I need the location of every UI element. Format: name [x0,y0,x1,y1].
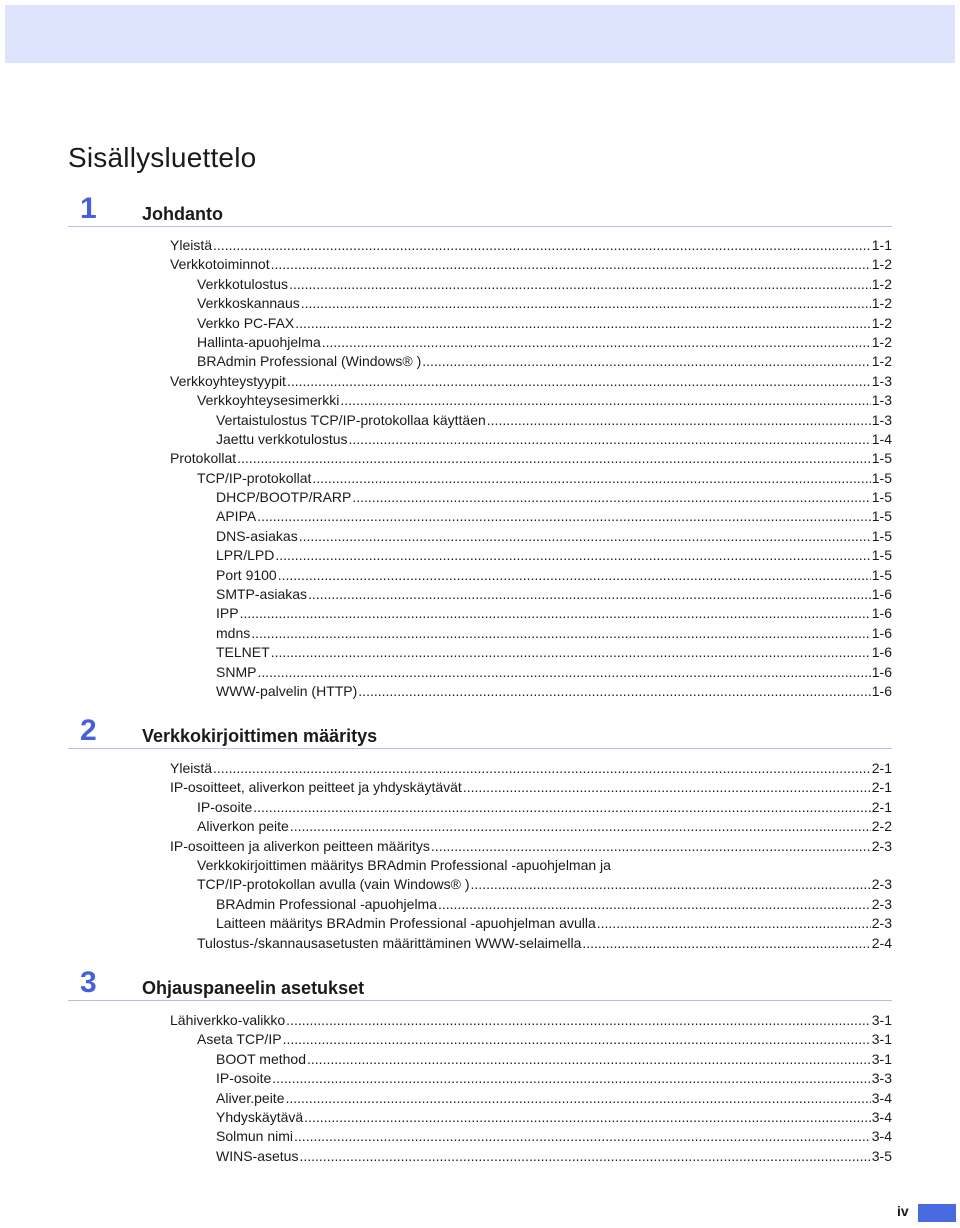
toc-entry[interactable]: Aseta TCP/IP ..... 3-1 [0,1030,892,1049]
chapter-number: 3 [80,966,97,999]
toc-entry[interactable]: Port 9100 ..... 1-5 [0,566,892,585]
toc-page-number: 1-3 [871,392,892,409]
toc-entry[interactable]: IP-osoitteen ja aliverkon peitteen määritys ..... 2-3 [0,837,892,856]
dot-leader [283,1030,871,1049]
toc-entry[interactable]: Tulostus-/skannausasetusten määrittäminen WWW-selaimella ..... 2-4 [0,934,892,953]
toc-entry[interactable]: IP-osoite ..... 2-1 [0,798,892,817]
toc-entry[interactable]: Yleistä ..... 2-1 [0,759,892,778]
toc-entry[interactable]: Jaettu verkkotulostus ..... 1-4 [0,430,892,449]
toc-page-number: 3-4 [871,1108,892,1125]
toc-page-number: 2-3 [871,837,892,854]
dot-leader [251,624,871,643]
toc-page-number: 3-1 [871,1031,892,1048]
dot-leader [275,546,870,565]
dot-leader [352,488,870,507]
dot-leader [271,255,871,274]
toc-entry[interactable]: APIPA ..... 1-5 [0,507,892,526]
toc-page-number: 1-3 [871,411,892,428]
toc-page-number: 1-5 [871,547,892,564]
toc-entry[interactable]: Verkkotoiminnot ..... 1-2 [0,255,892,274]
toc-page-number: 1-6 [871,644,892,661]
dot-leader [349,430,871,449]
dot-leader [358,682,870,701]
toc-entry[interactable]: DHCP/BOOTP/RARP ..... 1-5 [0,488,892,507]
toc-list-chapter-2 [0,759,892,953]
toc-page-number: 3-1 [871,1012,892,1028]
toc-page-number: 2-2 [871,818,892,835]
toc-entry[interactable]: mdns ..... 1-6 [0,624,892,643]
toc-page-number: 1-5 [871,489,892,506]
top-band [5,5,955,63]
toc-entry[interactable]: TCP/IP-protokollan avulla (vain Windows® ) ..... 2-3 [0,875,892,894]
dot-leader [438,895,871,914]
toc-list-chapter-3 [0,1011,892,1166]
dot-leader [286,1011,871,1030]
toc-entry[interactable]: DNS-asiakas ..... 1-5 [0,527,892,546]
toc-entry[interactable]: LPR/LPD ..... 1-5 [0,546,892,565]
toc-entry[interactable]: SMTP-asiakas ..... 1-6 [0,585,892,604]
dot-leader [237,449,871,468]
toc-entry[interactable]: Verkkoskannaus ..... 1-2 [0,294,892,313]
toc-page-number: 1-2 [871,353,892,370]
toc-entry[interactable]: Yleistä ..... 1-1 [0,236,892,255]
toc-page-number: 1-2 [871,275,892,292]
toc-page-number: 1-6 [871,605,892,622]
toc-entry[interactable]: TELNET ..... 1-6 [0,643,892,662]
chapter-number: 1 [80,192,97,225]
dot-leader [463,778,871,797]
toc-entry[interactable]: Lähiverkko-valikko ..... 3-1 [0,1011,892,1030]
toc-page-number: 2-3 [871,895,892,912]
toc-entry[interactable]: Vertaistulostus TCP/IP-protokollaa käyttäen ..... 1-3 [0,411,892,430]
dot-leader [422,352,870,371]
dot-leader [307,1050,871,1069]
toc-page-number: 2-1 [871,779,892,796]
toc-page-number: 1-5 [871,566,892,583]
dot-leader [278,566,871,585]
dot-leader [257,663,870,682]
toc-entry[interactable]: WWW-palvelin (HTTP) ..... 1-6 [0,682,892,701]
toc-page-number: 1-6 [871,682,892,699]
toc-entry[interactable]: BRAdmin Professional -apuohjelma ..... 2-3 [0,895,892,914]
chapter-title: Verkkokirjoittimen määritys [142,726,378,746]
dot-leader [299,527,871,546]
toc-page-number: 1-6 [871,663,892,680]
toc-page-number: 1-6 [871,624,892,641]
toc-entry[interactable]: WINS-asetus ..... 3-5 [0,1147,892,1166]
toc-list-chapter-1 [0,236,892,701]
toc-entry[interactable]: TCP/IP-protokollat ..... 1-5 [0,469,892,488]
toc-page-number: 1-5 [871,527,892,544]
toc-entry[interactable]: IPP ..... 1-6 [0,604,892,623]
chapter-number: 2 [80,714,97,747]
toc-page-number: 3-4 [871,1128,892,1145]
chapter-heading [68,190,892,227]
toc-page-number: 1-6 [871,586,892,603]
dot-leader [299,1147,870,1166]
toc-entry[interactable]: IP-osoite ..... 3-3 [0,1069,892,1088]
toc-entry[interactable]: Aliver.peite ..... 3-4 [0,1089,892,1108]
page-number: iv [897,1203,909,1219]
toc-page-number: 2-4 [871,934,892,951]
dot-leader [301,294,871,313]
dot-leader [304,1108,871,1127]
dot-leader [213,236,871,255]
dot-leader [294,1127,871,1146]
toc-page-number: 1-2 [871,256,892,273]
dot-leader [308,585,871,604]
toc-page-number: 2-3 [871,915,892,932]
toc-page-number: 1-5 [871,508,892,525]
toc-page-number: 2-3 [871,876,892,893]
dot-leader [257,507,871,526]
toc-entry[interactable]: Verkko PC-FAX ..... 1-2 [0,314,892,333]
dot-leader [322,333,871,352]
toc-entry[interactable]: IP-osoitteet, aliverkon peitteet ja yhdyskäytävät ..... 2-1 [0,778,892,797]
toc-entry[interactable]: BRAdmin Professional (Windows® ) ..... 1-2 [0,352,892,371]
dot-leader [431,837,871,856]
toc-page-number: 1-2 [871,295,892,312]
toc-entry[interactable]: SNMP ..... 1-6 [0,663,892,682]
dot-leader [487,411,871,430]
dot-leader [312,469,870,488]
toc-page-number: 3-5 [871,1147,892,1164]
dot-leader [253,798,871,817]
chapter-heading [68,712,892,749]
dot-leader [271,643,871,662]
toc-entry[interactable]: Verkkotulostus ..... 1-2 [0,275,892,294]
toc-entry-first-line[interactable]: Verkkokirjoittimen määritys BRAdmin Professional -apuohjelman ja [197,856,611,873]
chapter-title: Ohjauspaneelin asetukset [142,978,365,998]
toc-entry[interactable]: BOOT method ..... 3-1 [0,1050,892,1069]
dot-leader [295,314,871,333]
dot-leader [287,372,871,391]
toc-page-number: 1-2 [871,314,892,331]
toc-entry[interactable]: Solmun nimi ..... 3-4 [0,1127,892,1146]
toc-page-number: 1-2 [871,333,892,350]
toc-entry[interactable]: Laitteen määritys BRAdmin Professional -apuohjelman avulla ..... 2-3 [0,914,892,933]
dot-leader [272,1069,871,1088]
toc-page-number: 1-3 [871,372,892,389]
dot-leader [213,759,871,778]
toc-entry[interactable]: Verkkoyhteysesimerkki ..... 1-3 [0,391,892,410]
toc-page-number: 3-4 [871,1089,892,1106]
footer-tab [918,1204,956,1222]
toc-entry[interactable]: Aliverkon peite ..... 2-2 [0,817,892,836]
dot-leader [471,875,871,894]
toc-entry[interactable]: Verkkoyhteystyypit ..... 1-3 [0,372,892,391]
chapter-title: Johdanto [142,204,223,224]
dot-leader [597,914,871,933]
dot-leader [290,817,871,836]
dot-leader [289,275,871,294]
toc-page-number: 1-4 [871,430,892,447]
chapter-heading [68,964,892,1001]
dot-leader [340,391,870,410]
toc-entry[interactable]: Yhdyskäytävä ..... 3-4 [0,1108,892,1127]
toc-page-number: 2-1 [871,760,892,776]
toc-entry[interactable]: Hallinta-apuohjelma ..... 1-2 [0,333,892,352]
toc-page-number: 3-1 [871,1050,892,1067]
page-title: Sisällysluettelo [68,142,257,173]
dot-leader [240,604,871,623]
dot-leader [285,1089,870,1108]
toc-page-number: 1-5 [871,450,892,467]
toc-entry[interactable]: Protokollat ..... 1-5 [0,449,892,468]
toc-page-number: 3-3 [871,1070,892,1087]
dot-leader [582,934,870,953]
toc-page-number: 2-1 [871,798,892,815]
toc-page-number: 1-5 [871,469,892,486]
toc-page-number: 1-1 [871,237,892,253]
